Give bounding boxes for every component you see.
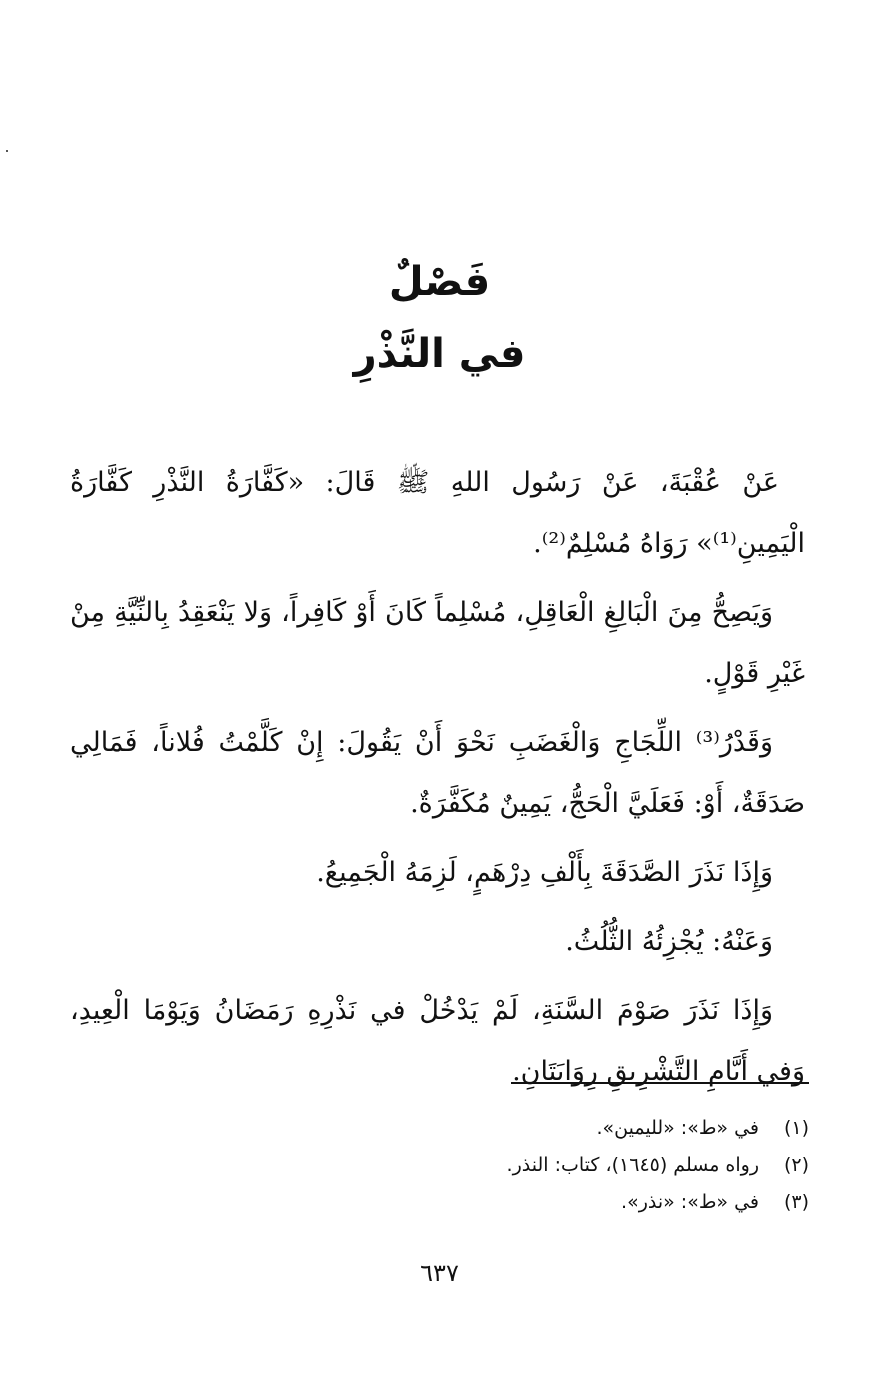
footnote-text: في «ط»: «نذر». (621, 1191, 759, 1213)
section-subheading: في النَّذْرِ (353, 331, 526, 377)
footnote-item (69, 1184, 809, 1221)
scan-speck (6, 150, 8, 152)
footnote-item (69, 1110, 809, 1147)
paragraph-third: وَعَنْهُ: يُجْزِئُهُ الثُّلُثُ. (565, 926, 773, 957)
paragraph-validity: وَيَصِحُّ مِنَ الْبَالِغِ الْعَاقِلِ، مُسْلِماً كَانَ أَوْ كَافِراً، وَلا يَنْعَقِدُ بِالنِّيَّةِ مِنْ غَيْرِ قَوْلٍ. (70, 597, 805, 689)
footnote-divider (511, 1082, 809, 1084)
section-heading: فَصْلٌ (388, 259, 491, 305)
paragraph-anger-vow: وَقَدْرُ⁽³⁾ اللِّجَاجِ وَالْغَضَبِ نَحْوَ أَنْ يَقُولَ: إِنْ كَلَّمْتُ فُلاناً، فَمَالِي صَدَقَةٌ، أَوْ: فَعَلَيَّ الْحَجُّ، يَمِينٌ مُكَفَّرَةٌ. (70, 727, 805, 819)
paragraph-charity-vow: وَإِذَا نَذَرَ الصَّدَقَةَ بِأَلْفِ دِرْهَمٍ، لَزِمَهُ الْجَمِيعُ. (316, 857, 773, 888)
footnotes (69, 1110, 809, 1221)
paragraph-fasting-vow: وَإِذَا نَذَرَ صَوْمَ السَّنَةِ، لَمْ يَدْخُلْ في نَذْرِهِ رَمَضَانُ وَيَوْمَا الْعِيدِ، وَفي أَيَّامِ التَّشْرِيقِ رِوَايَتَانِ. (70, 995, 805, 1087)
footnote-text: في «ط»: «لليمين». (596, 1117, 759, 1139)
footnote-number: (١) (783, 1117, 809, 1139)
main-text (70, 452, 805, 1110)
footnote-number: (٢) (783, 1154, 809, 1176)
paragraph-hadith: عَنْ عُقْبَةَ، عَنْ رَسُول اللهِ ﷺ قَالَ: «كَفَّارَةُ النَّذْرِ كَفَّارَةُ الْيَمِينِ⁽¹⁾» رَوَاهُ مُسْلِمٌ⁽²⁾. (70, 467, 805, 559)
page-number: ٦٣٧ (420, 1259, 459, 1287)
footnote-number: (٣) (783, 1191, 809, 1213)
footnote-item (69, 1147, 809, 1184)
footnote-text: رواه مسلم (١٦٤٥)، كتاب: النذر. (506, 1154, 759, 1176)
